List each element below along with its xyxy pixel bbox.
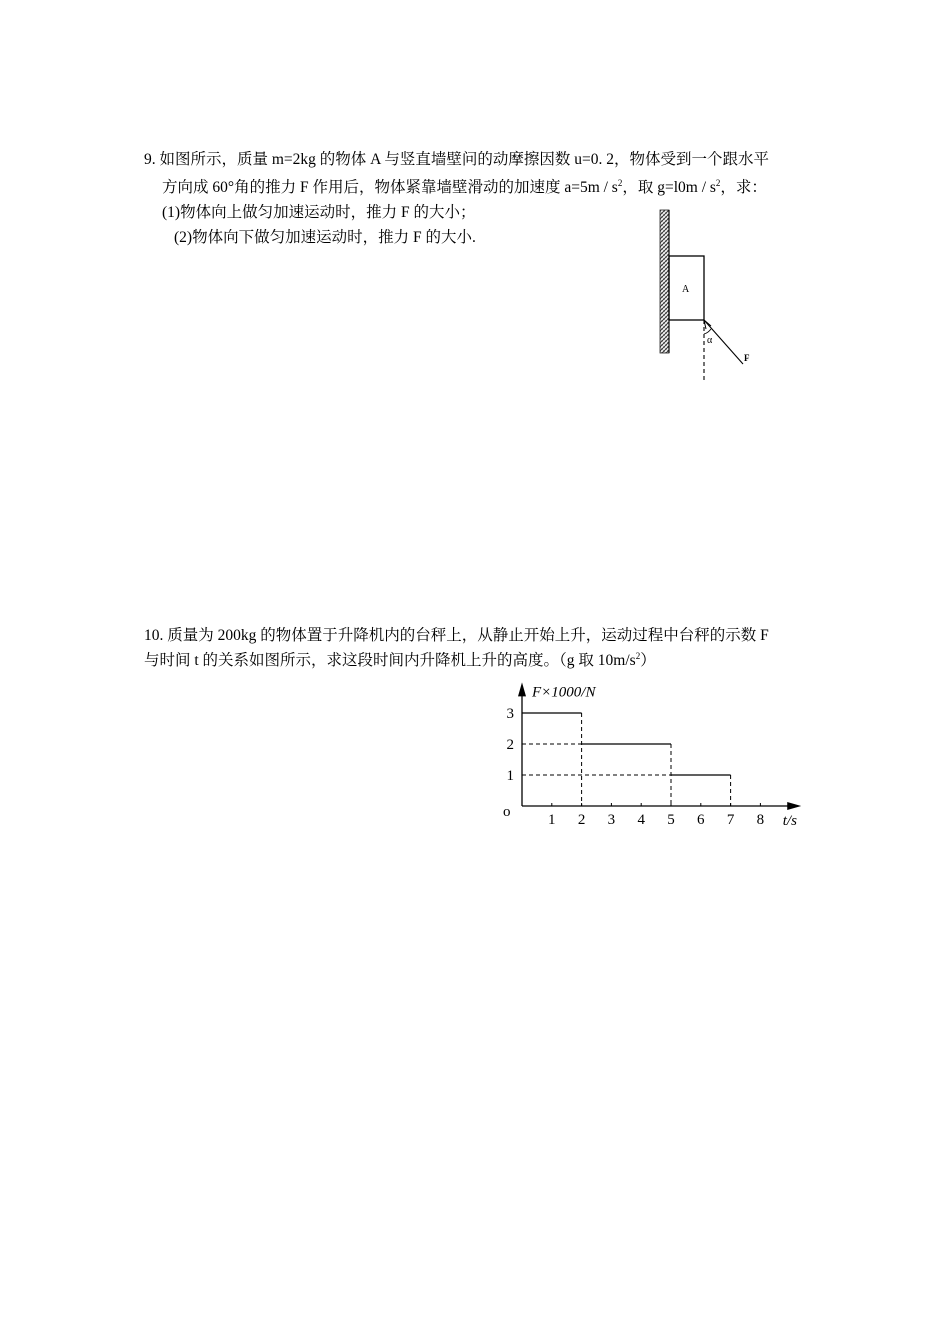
angle-arc [704, 329, 711, 334]
problem9-question1: (1)物体向上做匀加速运动时，推力 F 的大小； [162, 204, 476, 221]
x-axis-arrowhead [787, 802, 801, 810]
problem10-line2-sup: 2 [635, 650, 641, 661]
problem9-line2-part-a: 方向成 60°角的推力 F 作用后，物体紧靠墙壁滑动的加速度 a=5m / s [162, 179, 618, 196]
problem10-line2 [144, 651, 656, 671]
x-axis-label: t/s [782, 813, 797, 829]
y-tick-label: 2 [506, 737, 514, 753]
problem9-line1: 9. 如图所示，质量 m=2kg 的物体 A 与竖直墙壁问的动摩擦因数 u=0. 2，物体受到一个跟水平 [144, 151, 770, 168]
figure9-wall-diagram [650, 205, 760, 390]
x-tick-label: 8 [756, 812, 765, 828]
problem9-line2-part-c: ，求： [720, 179, 767, 196]
x-tick-label: 6 [697, 812, 705, 828]
problem10-line2-part-b: ） [640, 652, 656, 669]
problem9-line2-sup1: 2 [617, 177, 623, 188]
x-tick-label: 5 [667, 812, 675, 828]
origin-label: o [503, 804, 511, 820]
problem10-line1: 10. 质量为 200kg 的物体置于升降机内的台秤上，从静止开始上升，运动过程中台秤的示数 F [144, 627, 769, 644]
block-a-label: A [682, 284, 690, 295]
problem9-question2: (2)物体向下做匀加速运动时，推力 F 的大小. [174, 229, 476, 246]
y-axis-arrowhead [518, 682, 526, 696]
x-tick-label: 4 [637, 812, 645, 828]
problem9-line2-sup2: 2 [715, 177, 721, 188]
x-tick-label: 2 [577, 812, 586, 828]
force-f-label: F [744, 353, 750, 363]
y-axis-label: F×1000/N [532, 684, 596, 701]
force-time-chart [490, 680, 820, 840]
problem9-line2 [162, 178, 767, 198]
x-tick-label: 3 [607, 812, 616, 828]
wall-hatching [660, 210, 669, 353]
y-tick-label: 1 [506, 768, 514, 784]
y-tick-label: 3 [506, 706, 514, 722]
x-tick-label: 1 [548, 812, 556, 828]
x-tick-label: 7 [726, 812, 735, 828]
angle-alpha-label: α [707, 335, 713, 346]
problem10-line2-part-a: 与时间 t 的关系如图所示，求这段时间内升降机上升的高度。（g 取 10m/s [144, 652, 636, 669]
problem9-line2-part-b: ，取 g=l0m / s [622, 179, 716, 196]
